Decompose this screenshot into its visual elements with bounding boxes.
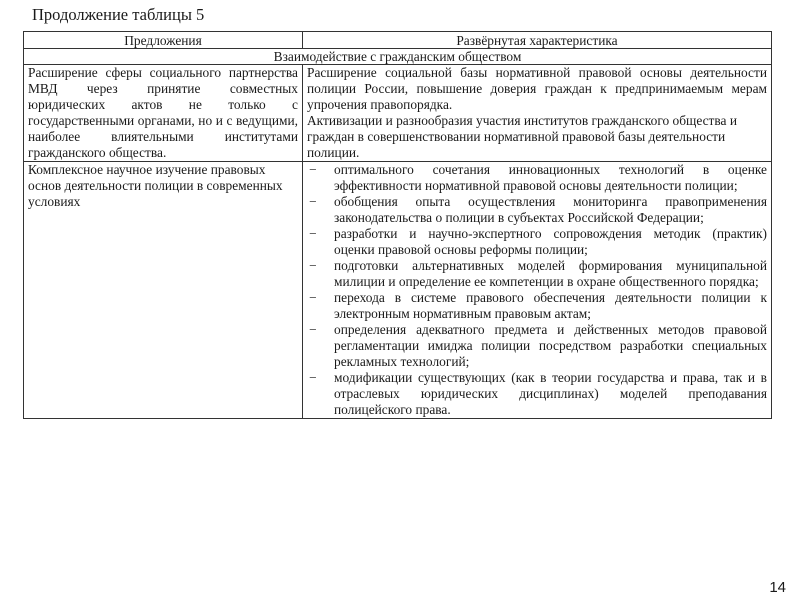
row1-paragraph-2: Активизации и разнообразия участия институтов гражданского общества и граждан в совершенствовании нормативной правовой базы деятельности полиции.: [307, 113, 738, 160]
row1-characteristic: [303, 65, 772, 162]
row1-paragraph-1: Расширение социальной базы нормативной правовой основы деятельности полиции России, повышение доверия граждан к предпринимаемым мерам упрочения правопорядка.: [307, 65, 767, 112]
list-item: − модификации существующих (как в теории государства и права, так и в отраслевых юридических дисциплинах) моделей преподавания полицейского права.: [309, 370, 767, 417]
dash-marker: −: [309, 258, 317, 273]
table-caption: Продолжение таблицы 5: [32, 5, 205, 24]
page-number: 14: [769, 579, 786, 596]
bullet-list: [307, 162, 767, 418]
table-row: [24, 162, 772, 419]
list-item: − обобщения опыта осуществления мониторинга правоприменения законодательства о полиции в субъектах Российской Федерации;: [309, 194, 767, 225]
row2-proposal: Комплексное научное изучение правовых основ деятельности полиции в современных условиях: [24, 162, 303, 419]
list-item: − оптимального сочетания инновационных технологий в оценке эффективности нормативной правовой основы деятельности полиции;: [309, 162, 767, 193]
row2-characteristic: [303, 162, 772, 419]
dash-marker: −: [309, 322, 317, 337]
list-item: − определения адекватного предмета и действенных методов правовой регламентации имиджа полиции посредством разработки специальных рекламных технологий;: [309, 322, 767, 369]
list-item: − подготовки альтернативных моделей формирования муниципальной милиции и определение ее компетенции в охране общественного порядка;: [309, 258, 767, 289]
dash-marker: −: [309, 226, 317, 241]
characteristics-table: [23, 31, 772, 419]
list-item: − перехода в системе правового обеспечения деятельности полиции к электронным нормативным правовым актам;: [309, 290, 767, 321]
section-title: Взаимодействие с гражданским обществом: [24, 49, 772, 65]
row1-proposal: Расширение сферы социального партнерства МВД через принятие совместных юридических актов не только с государственными органами, но и с ведущими, наиболее влиятельными институтами гражданского общества.: [24, 65, 303, 162]
dash-marker: −: [309, 370, 317, 385]
dash-marker: −: [309, 194, 317, 209]
table-header-row: [24, 32, 772, 49]
list-item: − разработки и научно-экспертного сопровождения методик (практик) оценки правовой основы реформы полиции;: [309, 226, 767, 257]
header-proposals: Предложения: [24, 32, 303, 49]
section-row: [24, 49, 772, 65]
table-row: [24, 65, 772, 162]
dash-marker: −: [309, 290, 317, 305]
dash-marker: −: [309, 162, 317, 177]
header-characteristic: Развёрнутая характеристика: [303, 32, 772, 49]
